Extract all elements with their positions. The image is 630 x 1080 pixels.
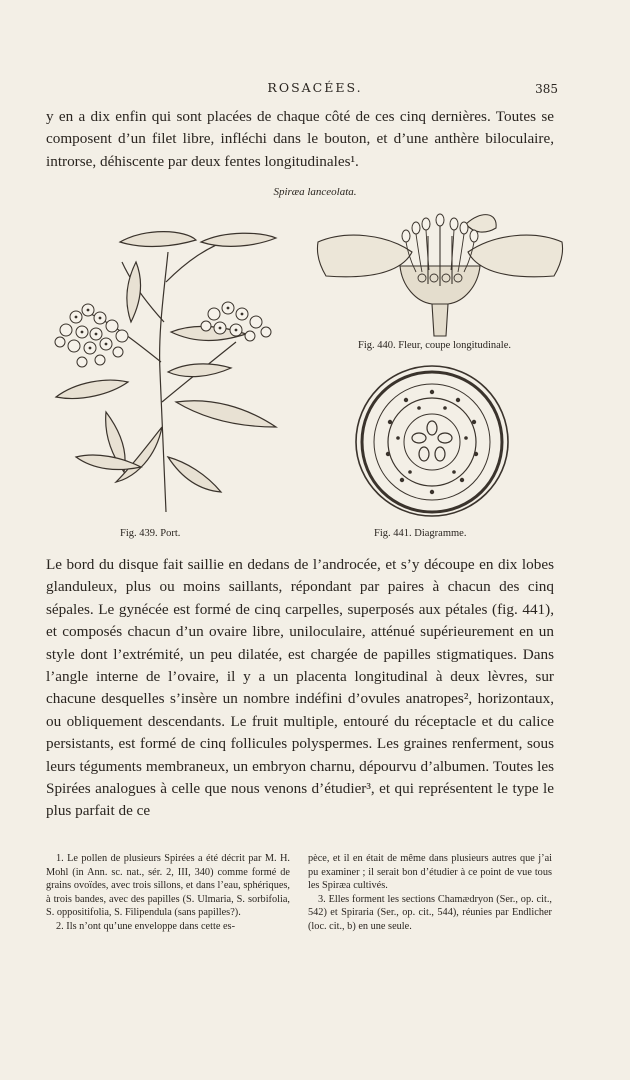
main-paragraph	[46, 554, 554, 823]
footnote-1: 1. Le pollen de plusieurs Spirées a été décrit par M. H. Mohl (in Ann. sc. nat., sér. 2, III, 340) comme formé de grains ovoïdes, avec trois sillons, et dans l’eau, sphériques, à trois bandes, avec des papilles (S. Ulmaria, S. sorbifolia, S. oppositifolia, S. Filipendula (sans papilles?).	[46, 853, 290, 919]
figure-439-plant-illustration	[36, 222, 286, 522]
page-number: 385	[535, 82, 558, 96]
figure-441-caption: Fig. 441. Diagramme.	[374, 528, 467, 539]
intro-paragraph	[46, 106, 554, 173]
figure-441-floral-diagram	[350, 362, 514, 520]
footnote-2-end: pèce, et il en était de même dans plusieurs autres que j’ai pu examiner ; il serait bon d’étudier à ce point de vue tous les Spiræa cultivés.	[308, 853, 552, 892]
figure-439-caption: Fig. 439. Port.	[120, 528, 181, 539]
footnote-2-start: 2. Ils n’ont qu’une enveloppe dans cette es-	[56, 920, 235, 932]
species-caption: Spiræa lanceolata.	[273, 186, 357, 198]
figure-440-flower-section	[316, 206, 564, 338]
footnote-3: 3. Elles forment les sections Chamædryon (Ser., op. cit., 542) et Spiraria (Ser., op. cit., 544), réunies par Endlicher (loc. cit., b) en une seule.	[308, 893, 552, 932]
running-title: ROSACÉES.	[267, 80, 363, 95]
running-head	[0, 80, 630, 100]
footnotes-right-column	[308, 852, 552, 934]
footnotes-left-column	[46, 852, 290, 934]
figure-440-caption: Fig. 440. Fleur, coupe longitudinale.	[358, 340, 511, 351]
main-text: Le bord du disque fait saillie en dedans de l’androcée, et s’y découpe en dix lobes glanduleux, plus ou moins saillants, répondant par paires à chacun des cinq sépales. Le gynécée est formé de cinq carpelles, superposés aux pétales (fig. 441), et composés chacun d’un ovaire libre, uniloculaire, atténué supérieurement en un style dont l’extrémité, un peu dilatée, est chargée de papilles stigmatiques. Dans l’angle interne de l’ovaire, il y a un placenta longitudinal à deux lèvres, sur chacune desquelles s’insère un nombre indéfini d’ovules anatropes², horizontaux, ou obliquement descendants. Le fruit multiple, entouré du réceptacle et du calice persistants, est formé de cinq follicules polyspermes. Les graines renferment, sous leurs téguments membraneux, un embryon charnu, dépourvu d’albumen. Toutes les Spirées analogues à celle que nous venons d’étudier³, et qui représentent le type le plus parfait de ce	[46, 556, 554, 820]
intro-text: y en a dix enfin qui sont placées de chaque côté de ces cinq dernières. Toutes se composent d’un filet libre, infléchi dans le bouton, et d’une anthère biloculaire, introrse, déhiscente par deux fentes longitudinales¹.	[46, 108, 554, 170]
